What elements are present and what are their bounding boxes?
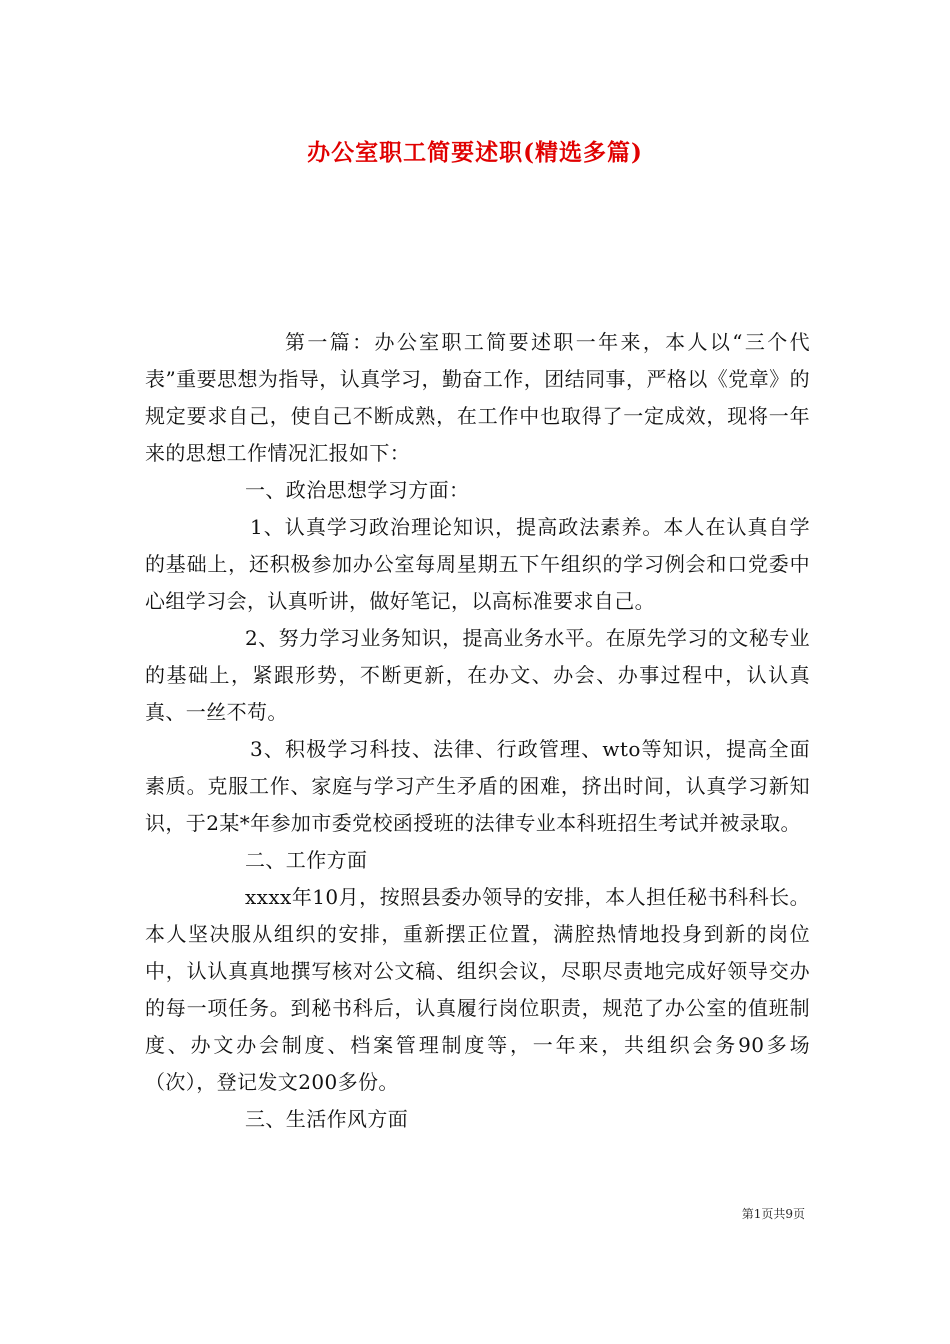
section-heading-political: 一、政治思想学习方面： [245, 478, 470, 502]
paragraph-work: xxxx年10月，按照县委办领导的安排，本人担任秘书科科长。本人坚决服从组织的安排，重新摆正位置，满腔热情地投身到新的岗位中，认认真真地撰写核对公文稿、组织会议，尽职尽责地完成好领导交办的每一项任务。到秘书科后，认真履行岗位职责，规范了办公室的值班制度、办文办会制度、档案管理制度等，一年来，共组织会务90多场（次），登记发文200多份。 [145, 885, 810, 1094]
document-body [145, 324, 810, 1138]
paragraph-item-1: 1、认真学习政治理论知识，提高政法素养。本人在认真自学的基础上，还积极参加办公室每周星期五下午组织的学习例会和口党委中心组学习会，认真听讲，做好笔记，以高标准要求自己。 [145, 515, 810, 613]
page-number: 第1页共9页 [741, 1207, 805, 1221]
document-title: 办公室职工简要述职(精选多篇) [307, 139, 643, 166]
section-heading-work: 二、工作方面 [245, 848, 368, 872]
section-heading-lifestyle: 三、生活作风方面 [245, 1107, 409, 1131]
paragraph-intro: 第一篇：办公室职工简要述职一年来，本人以“三个代表”重要思想为指导，认真学习，勤奋工作，团结同事，严格以《党章》的规定要求自己，使自己不断成熟，在工作中也取得了一定成效，现将一年来的思想工作情况汇报如下： [145, 330, 810, 465]
paragraph-item-2: 2、努力学习业务知识，提高业务水平。在原先学习的文秘专业的基础上，紧跟形势，不断更新，在办文、办会、办事过程中，认认真真、一丝不苟。 [145, 626, 810, 724]
paragraph-item-3: 3、积极学习科技、法律、行政管理、wto等知识，提高全面素质。克服工作、家庭与学习产生矛盾的困难，挤出时间，认真学习新知识，于2某*年参加市委党校函授班的法律专业本科班招生考试并被录取。 [145, 737, 810, 835]
